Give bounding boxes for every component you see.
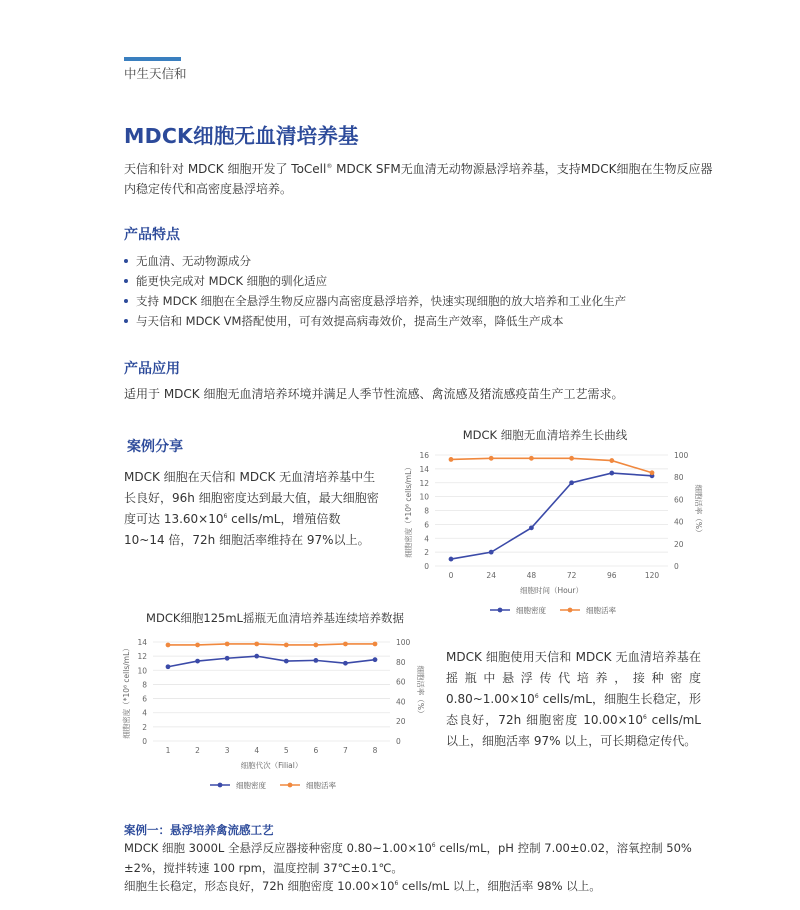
intro-paragraph: 天信和针对 MDCK 细胞开发了 ToCell® MDCK SFM无血清无动物源悬浮培养基，支持MDCK细胞在生物反应器内稳定传代和高密度悬浮培养。 [124, 162, 713, 196]
y-tick-label-left: 0 [424, 562, 429, 571]
data-point [225, 642, 230, 647]
legend-marker [288, 783, 293, 788]
y-tick-label-right: 40 [396, 697, 406, 707]
x-tick-label: 6 [313, 746, 319, 755]
series-line [451, 473, 652, 559]
y-tick-label-left: 4 [424, 534, 429, 544]
y-axis-label-left: 细胞密度（*10⁶ cells/mL） [404, 463, 413, 558]
x-tick-label: 120 [644, 571, 660, 580]
y-tick-label-left: 8 [142, 680, 147, 690]
y-tick-label-left: 2 [424, 548, 429, 558]
y-tick-label-left: 4 [142, 708, 147, 718]
data-point [195, 659, 200, 664]
x-tick-label: 1 [165, 746, 171, 755]
page-title: MDCK细胞无血清培养基 [124, 124, 359, 148]
data-point [166, 664, 171, 669]
data-point [343, 661, 348, 666]
data-point [343, 642, 348, 647]
data-point [195, 643, 200, 648]
data-point [489, 456, 494, 461]
x-tick-label: 2 [195, 746, 200, 755]
application-heading: 产品应用 [124, 361, 180, 377]
case-paragraph-2: MDCK 细胞使用天信和 MDCK 无血清培养基在摇瓶中悬浮传代培养，接种密度 $0.80\sim 1.00\times 10^6$ cells/mL，细胞生长稳定，形态良好，72h 细胞密度 $10.00\times 10^6$ cells/mL 以上，细胞活率 97% 以上，可长期稳定传代。 [446, 650, 701, 748]
features-heading: 产品特点 [124, 227, 180, 243]
y-tick-label-left: 0 [142, 737, 147, 746]
x-axis-label: 细胞代次（Filial） [240, 761, 303, 770]
data-point [373, 642, 378, 647]
data-point [529, 456, 534, 461]
features-list [124, 251, 744, 331]
data-point [609, 471, 614, 476]
y-tick-label-right: 100 [674, 451, 689, 460]
feature-item: 支持 MDCK 细胞在全悬浮生物反应器内高密度悬浮培养，快速实现细胞的放大培养和工业化生产 [124, 291, 744, 311]
legend-label: 细胞密度 [236, 781, 266, 790]
feature-item: 能更快完成对 MDCK 细胞的驯化适应 [124, 271, 744, 291]
legend-label: 细胞活率 [306, 781, 336, 790]
data-point [254, 642, 259, 647]
case-share-heading: 案例分享 [127, 439, 183, 455]
growth-chart-title: MDCK 细胞无血清培养生长曲线 [462, 428, 628, 442]
case-paragraph-1: MDCK 细胞在天信和 MDCK 无血清培养基中生长良好，96h 细胞密度达到最大值，最大细胞密度可达 $13.60\times 10^6$ cells/mL，增殖倍数 10~14 倍，72h 细胞活率维持在 97%以上。 [124, 470, 379, 547]
header-accent-bar [124, 57, 181, 61]
data-point [569, 480, 574, 485]
data-point [609, 458, 614, 463]
feature-item: 与天信和 MDCK VM搭配使用，可有效提高病毒效价，提高生产效率，降低生产成本 [124, 311, 744, 331]
data-point [313, 643, 318, 648]
y-tick-label-right: 80 [396, 657, 406, 667]
y-tick-label-left: 2 [142, 722, 147, 732]
y-tick-label-right: 20 [674, 539, 684, 549]
feature-item: 无血清、无动物源成分 [124, 251, 744, 271]
y-tick-label-left: 8 [424, 506, 429, 516]
y-tick-label-left: 14 [137, 638, 147, 647]
x-tick-label: 4 [254, 746, 260, 755]
x-tick-label: 96 [607, 571, 617, 580]
x-tick-label: 5 [283, 746, 289, 755]
growth-curve-chart [400, 446, 730, 621]
data-point [449, 557, 454, 562]
x-tick-label: 0 [448, 571, 454, 580]
y-tick-label-left: 10 [137, 666, 147, 676]
passage-chart-title: MDCK细胞125mL摇瓶无血清培养基连续培养数据 [146, 611, 404, 625]
y-axis-label-left: 细胞密度（*10⁶ cells/mL） [122, 644, 131, 739]
y-axis-label-right: 细胞活率（%） [694, 484, 703, 537]
data-point [373, 657, 378, 662]
legend-marker [568, 608, 573, 613]
data-point [225, 656, 230, 661]
data-point [650, 470, 655, 475]
y-tick-label-right: 20 [396, 717, 406, 727]
y-tick-label-right: 60 [396, 677, 406, 687]
legend-marker [498, 608, 503, 613]
data-point [529, 525, 534, 530]
data-point [284, 643, 289, 648]
case1-line-2: 细胞生长稳定，形态良好，72h 细胞密度 $10.00\times 10^6$ cells/mL 以上，细胞活率 98% 以上。 [124, 879, 601, 893]
series-line [451, 458, 652, 472]
y-tick-label-left: 6 [142, 694, 147, 704]
y-tick-label-right: 0 [674, 562, 679, 571]
y-tick-label-right: 60 [674, 495, 684, 505]
y-tick-label-left: 14 [419, 464, 429, 474]
legend-label: 细胞密度 [516, 606, 546, 615]
y-tick-label-left: 16 [419, 451, 429, 460]
x-tick-label: 72 [566, 571, 577, 580]
y-tick-label-left: 12 [419, 478, 429, 488]
data-point [569, 456, 574, 461]
brand-name: 中生天信和 [124, 66, 187, 81]
y-tick-label-left: 10 [419, 492, 429, 502]
x-tick-label: 24 [486, 571, 496, 580]
x-tick-label: 8 [372, 746, 378, 755]
y-tick-label-left: 6 [424, 520, 429, 530]
x-tick-label: 48 [526, 571, 537, 580]
passage-data-chart [118, 634, 425, 794]
y-tick-label-right: 40 [674, 517, 684, 527]
data-point [313, 658, 318, 663]
data-point [489, 550, 494, 555]
x-axis-label: 细胞时间（Hour） [519, 586, 584, 595]
y-tick-label-right: 0 [396, 737, 401, 746]
data-point [449, 457, 454, 462]
x-tick-label: 7 [343, 746, 348, 755]
data-point [166, 643, 171, 648]
case1-line-1: MDCK 细胞 3000L 全悬浮反应器接种密度 $0.80\sim 1.00\times 10^6$ cells/mL，pH 控制 7.00±0.02，溶氧控制 50%±2%，搅拌转速 100 rpm，温度控制 37℃±0.1℃。 [124, 841, 692, 875]
x-tick-label: 3 [224, 746, 230, 755]
data-point [254, 654, 259, 659]
application-text: 适用于 MDCK 细胞无血清培养环境并满足人季节性流感、禽流感及猪流感疫苗生产工艺需求。 [124, 387, 624, 401]
y-tick-label-left: 12 [137, 652, 147, 662]
y-tick-label-right: 80 [674, 473, 684, 483]
case1-heading: 案例一：悬浮培养禽流感工艺 [124, 823, 274, 837]
legend-marker [218, 783, 223, 788]
data-point [284, 659, 289, 664]
y-tick-label-right: 100 [396, 638, 411, 647]
legend-label: 细胞活率 [586, 606, 616, 615]
y-axis-label-right: 细胞活率（%） [416, 665, 425, 718]
